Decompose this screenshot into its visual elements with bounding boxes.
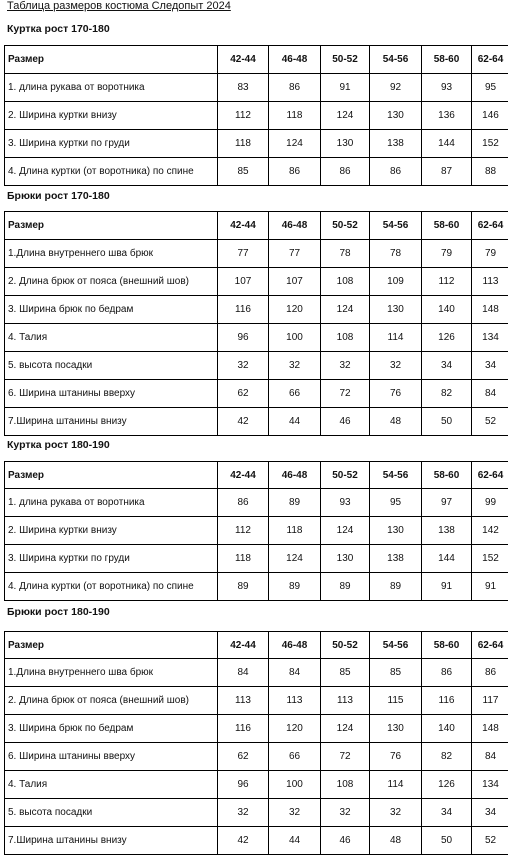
measurement-value: 52: [472, 408, 508, 436]
measurement-value: 32: [321, 352, 370, 380]
measurement-value: 114: [370, 324, 422, 352]
size-header: 58-60: [422, 462, 472, 489]
size-header: 54-56: [370, 632, 422, 659]
measurement-value: 96: [218, 771, 269, 799]
measurement-value: 146: [472, 102, 508, 130]
measurement-value: 76: [370, 380, 422, 408]
table-header-row: [5, 632, 508, 659]
size-header: 50-52: [321, 462, 370, 489]
measurement-value: 99: [472, 489, 508, 517]
size-header: 50-52: [321, 46, 370, 74]
measurement-value: 113: [218, 687, 269, 715]
measurement-value: 88: [472, 158, 508, 186]
table-row: [5, 74, 508, 102]
table-row: [5, 268, 508, 296]
measurement-value: 32: [370, 352, 422, 380]
measurement-value: 78: [321, 240, 370, 268]
size-header: 62-64: [472, 212, 508, 240]
table-row: [5, 352, 508, 380]
measurement-value: 46: [321, 827, 370, 855]
measurement-value: 42: [218, 408, 269, 436]
table-row: [5, 408, 508, 436]
measurement-value: 144: [422, 545, 472, 573]
measurement-label: 3. Ширина брюк по бедрам: [5, 296, 218, 324]
section-title: Брюки рост 170-180: [7, 190, 110, 202]
measurement-label: 4. Талия: [5, 771, 218, 799]
measurement-label: 4. Длина куртки (от воротника) по спине: [5, 158, 218, 186]
measurement-value: 130: [370, 715, 422, 743]
size-header: 62-64: [472, 462, 508, 489]
measurement-value: 84: [472, 380, 508, 408]
measurement-value: 85: [218, 158, 269, 186]
size-header: 42-44: [218, 212, 269, 240]
table-header-row: [5, 462, 508, 489]
measurement-value: 134: [472, 771, 508, 799]
size-table: [4, 631, 508, 855]
table-header-row: [5, 46, 508, 74]
measurement-value: 72: [321, 743, 370, 771]
measurement-value: 79: [472, 240, 508, 268]
measurement-label: 2. Длина брюк от пояса (внешний шов): [5, 687, 218, 715]
measurement-value: 86: [370, 158, 422, 186]
measurement-value: 124: [269, 545, 321, 573]
measurement-value: 140: [422, 715, 472, 743]
measurement-value: 91: [472, 573, 508, 601]
measurement-value: 82: [422, 743, 472, 771]
size-header: 42-44: [218, 46, 269, 74]
table-row: [5, 102, 508, 130]
measurement-value: 62: [218, 743, 269, 771]
table-row: [5, 743, 508, 771]
measurement-value: 44: [269, 408, 321, 436]
size-header: 42-44: [218, 632, 269, 659]
measurement-value: 86: [269, 74, 321, 102]
table-header-row: [5, 212, 508, 240]
table-row: [5, 324, 508, 352]
measurement-value: 91: [422, 573, 472, 601]
measurement-value: 130: [370, 517, 422, 545]
table-row: [5, 573, 508, 601]
table-row: [5, 489, 508, 517]
size-header: 62-64: [472, 46, 508, 74]
table-row: [5, 715, 508, 743]
measurement-value: 85: [370, 659, 422, 687]
measurement-value: 117: [472, 687, 508, 715]
size-header: 58-60: [422, 632, 472, 659]
measurement-value: 95: [370, 489, 422, 517]
size-header: 58-60: [422, 212, 472, 240]
measurement-value: 86: [218, 489, 269, 517]
measurement-label: 3. Ширина куртки по груди: [5, 130, 218, 158]
measurement-value: 115: [370, 687, 422, 715]
measurement-value: 138: [370, 130, 422, 158]
size-header: 54-56: [370, 462, 422, 489]
measurement-value: 86: [472, 659, 508, 687]
header-label: Размер: [5, 212, 218, 240]
measurement-value: 118: [269, 517, 321, 545]
measurement-value: 114: [370, 771, 422, 799]
measurement-value: 138: [370, 545, 422, 573]
measurement-value: 124: [321, 102, 370, 130]
header-label: Размер: [5, 632, 218, 659]
measurement-value: 109: [370, 268, 422, 296]
size-header: 50-52: [321, 632, 370, 659]
measurement-value: 118: [269, 102, 321, 130]
measurement-value: 107: [269, 268, 321, 296]
table-row: [5, 827, 508, 855]
measurement-value: 42: [218, 827, 269, 855]
measurement-value: 112: [218, 517, 269, 545]
measurement-value: 48: [370, 827, 422, 855]
measurement-value: 108: [321, 771, 370, 799]
measurement-value: 89: [370, 573, 422, 601]
measurement-value: 120: [269, 715, 321, 743]
measurement-value: 89: [269, 489, 321, 517]
measurement-value: 100: [269, 324, 321, 352]
measurement-value: 96: [218, 324, 269, 352]
measurement-value: 34: [472, 799, 508, 827]
measurement-value: 152: [472, 545, 508, 573]
measurement-value: 140: [422, 296, 472, 324]
measurement-label: 4. Талия: [5, 324, 218, 352]
measurement-value: 84: [218, 659, 269, 687]
measurement-value: 118: [218, 130, 269, 158]
measurement-value: 134: [472, 324, 508, 352]
measurement-value: 91: [321, 74, 370, 102]
measurement-label: 6. Ширина штанины вверху: [5, 743, 218, 771]
size-header: 46-48: [269, 212, 321, 240]
measurement-value: 32: [269, 799, 321, 827]
table-row: [5, 799, 508, 827]
table-row: [5, 296, 508, 324]
measurement-value: 66: [269, 743, 321, 771]
measurement-value: 66: [269, 380, 321, 408]
measurement-value: 142: [472, 517, 508, 545]
size-table: [4, 211, 508, 436]
header-label: Размер: [5, 462, 218, 489]
measurement-value: 136: [422, 102, 472, 130]
measurement-value: 97: [422, 489, 472, 517]
size-header: 58-60: [422, 46, 472, 74]
measurement-value: 52: [472, 827, 508, 855]
measurement-value: 130: [370, 102, 422, 130]
measurement-label: 7.Ширина штанины внизу: [5, 827, 218, 855]
measurement-label: 1. длина рукава от воротника: [5, 489, 218, 517]
table-row: [5, 771, 508, 799]
size-header: 62-64: [472, 632, 508, 659]
measurement-value: 89: [321, 573, 370, 601]
measurement-value: 50: [422, 827, 472, 855]
measurement-label: 1.Длина внутреннего шва брюк: [5, 240, 218, 268]
table-row: [5, 158, 508, 186]
measurement-value: 79: [422, 240, 472, 268]
measurement-value: 76: [370, 743, 422, 771]
measurement-value: 113: [321, 687, 370, 715]
measurement-value: 32: [269, 352, 321, 380]
header-label: Размер: [5, 46, 218, 74]
size-header: 54-56: [370, 46, 422, 74]
measurement-value: 34: [422, 352, 472, 380]
size-header: 46-48: [269, 632, 321, 659]
measurement-value: 93: [422, 74, 472, 102]
measurement-value: 72: [321, 380, 370, 408]
measurement-value: 78: [370, 240, 422, 268]
measurement-value: 89: [269, 573, 321, 601]
measurement-value: 77: [269, 240, 321, 268]
measurement-label: 2. Ширина куртки внизу: [5, 517, 218, 545]
measurement-value: 124: [321, 715, 370, 743]
measurement-value: 50: [422, 408, 472, 436]
page-title: Таблица размеров костюма Следопыт 2024: [7, 0, 231, 12]
measurement-value: 32: [218, 352, 269, 380]
measurement-value: 86: [269, 158, 321, 186]
measurement-value: 84: [269, 659, 321, 687]
measurement-label: 7.Ширина штанины внизу: [5, 408, 218, 436]
measurement-value: 126: [422, 324, 472, 352]
measurement-value: 138: [422, 517, 472, 545]
measurement-value: 130: [321, 130, 370, 158]
measurement-label: 5. высота посадки: [5, 352, 218, 380]
measurement-value: 32: [370, 799, 422, 827]
measurement-label: 6. Ширина штанины вверху: [5, 380, 218, 408]
measurement-value: 86: [321, 158, 370, 186]
section-title: Куртка рост 180-190: [7, 439, 110, 451]
measurement-value: 34: [422, 799, 472, 827]
measurement-value: 113: [269, 687, 321, 715]
measurement-value: 89: [218, 573, 269, 601]
measurement-value: 48: [370, 408, 422, 436]
measurement-value: 113: [472, 268, 508, 296]
size-table: [4, 461, 508, 601]
measurement-value: 62: [218, 380, 269, 408]
size-header: 54-56: [370, 212, 422, 240]
measurement-label: 3. Ширина куртки по груди: [5, 545, 218, 573]
measurement-value: 120: [269, 296, 321, 324]
measurement-value: 116: [218, 296, 269, 324]
size-header: 50-52: [321, 212, 370, 240]
measurement-value: 46: [321, 408, 370, 436]
measurement-value: 32: [218, 799, 269, 827]
measurement-label: 5. высота посадки: [5, 799, 218, 827]
measurement-value: 116: [422, 687, 472, 715]
size-header: 46-48: [269, 462, 321, 489]
measurement-value: 116: [218, 715, 269, 743]
measurement-value: 124: [269, 130, 321, 158]
measurement-value: 124: [321, 296, 370, 324]
measurement-value: 107: [218, 268, 269, 296]
measurement-value: 148: [472, 296, 508, 324]
measurement-value: 44: [269, 827, 321, 855]
table-row: [5, 545, 508, 573]
measurement-value: 34: [472, 352, 508, 380]
table-row: [5, 659, 508, 687]
measurement-value: 85: [321, 659, 370, 687]
measurement-value: 84: [472, 743, 508, 771]
measurement-value: 82: [422, 380, 472, 408]
measurement-value: 87: [422, 158, 472, 186]
measurement-label: 2. Ширина куртки внизу: [5, 102, 218, 130]
measurement-label: 3. Ширина брюк по бедрам: [5, 715, 218, 743]
measurement-value: 130: [321, 545, 370, 573]
table-row: [5, 130, 508, 158]
size-table: [4, 45, 508, 186]
table-row: [5, 380, 508, 408]
measurement-label: 4. Длина куртки (от воротника) по спине: [5, 573, 218, 601]
measurement-value: 93: [321, 489, 370, 517]
measurement-value: 126: [422, 771, 472, 799]
measurement-value: 148: [472, 715, 508, 743]
measurement-value: 124: [321, 517, 370, 545]
measurement-value: 118: [218, 545, 269, 573]
measurement-value: 108: [321, 268, 370, 296]
section-title: Брюки рост 180-190: [7, 606, 110, 618]
measurement-value: 144: [422, 130, 472, 158]
measurement-value: 95: [472, 74, 508, 102]
table-row: [5, 687, 508, 715]
measurement-value: 77: [218, 240, 269, 268]
measurement-label: 2. Длина брюк от пояса (внешний шов): [5, 268, 218, 296]
section-title: Куртка рост 170-180: [7, 23, 110, 35]
measurement-value: 86: [422, 659, 472, 687]
table-row: [5, 517, 508, 545]
measurement-value: 83: [218, 74, 269, 102]
measurement-label: 1. длина рукава от воротника: [5, 74, 218, 102]
measurement-value: 108: [321, 324, 370, 352]
measurement-value: 112: [422, 268, 472, 296]
size-header: 46-48: [269, 46, 321, 74]
measurement-value: 130: [370, 296, 422, 324]
table-row: [5, 240, 508, 268]
measurement-value: 92: [370, 74, 422, 102]
measurement-value: 112: [218, 102, 269, 130]
size-header: 42-44: [218, 462, 269, 489]
measurement-label: 1.Длина внутреннего шва брюк: [5, 659, 218, 687]
measurement-value: 100: [269, 771, 321, 799]
measurement-value: 32: [321, 799, 370, 827]
measurement-value: 152: [472, 130, 508, 158]
